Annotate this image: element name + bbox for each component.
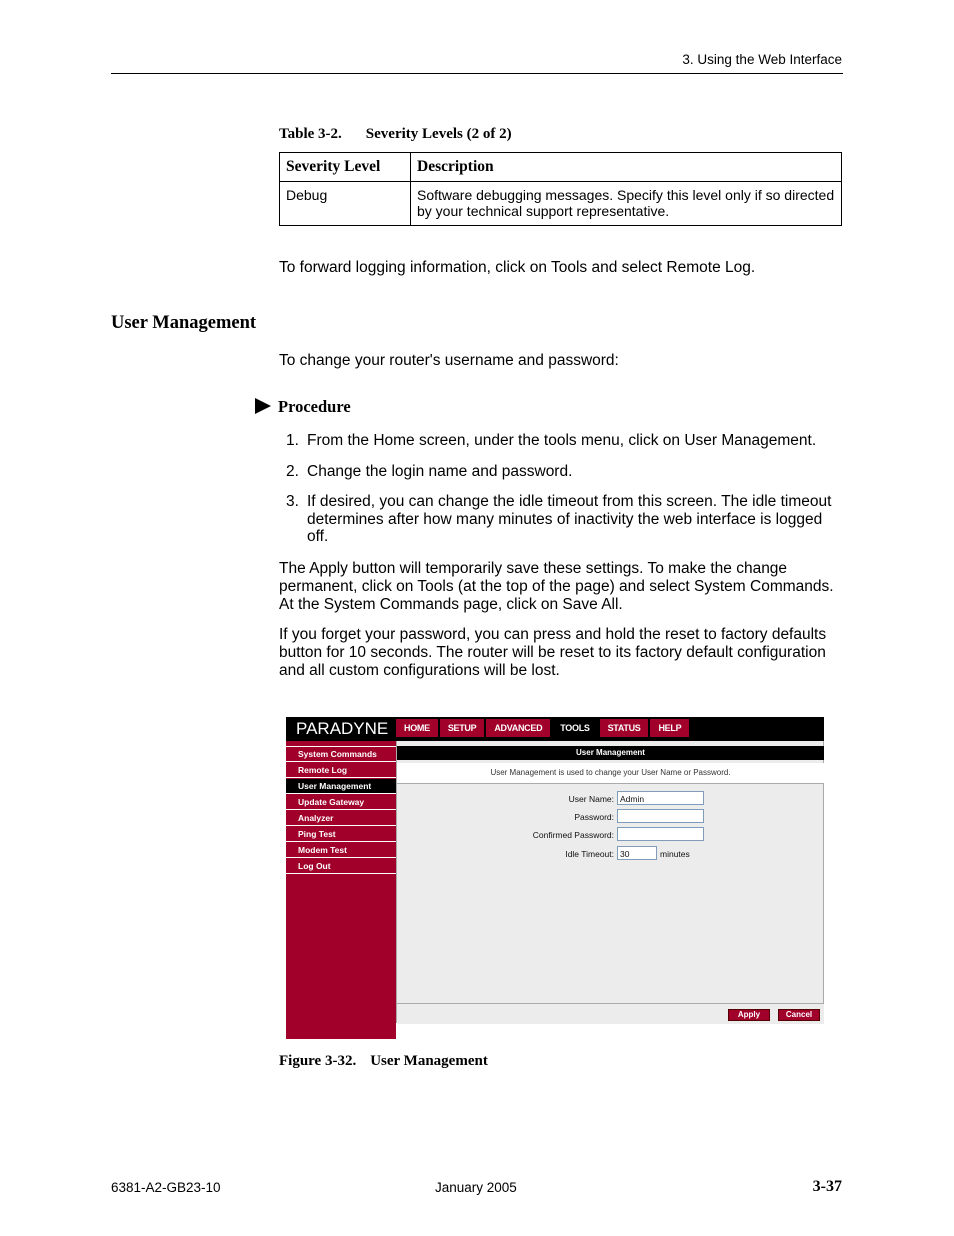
- button-bar: [397, 1003, 824, 1024]
- figure-caption: [279, 1053, 488, 1070]
- idle-timeout-input[interactable]: 30: [617, 846, 657, 860]
- tab-status[interactable]: STATUS: [600, 719, 649, 737]
- step-number: 3.: [286, 493, 299, 510]
- figure-caption-number: Figure 3-32.: [279, 1053, 357, 1069]
- section-heading: User Management: [111, 313, 257, 333]
- sidebar-item-remote-log[interactable]: Remote Log: [286, 763, 396, 778]
- paradyne-logo: PARADYNE: [296, 719, 389, 738]
- idle-timeout-label: Idle Timeout:: [565, 849, 614, 859]
- figure-caption-title: User Management: [370, 1053, 488, 1069]
- footer-doc-id: 6381-A2-GB23-10: [111, 1180, 221, 1195]
- table-caption: [279, 126, 512, 143]
- severity-table: [279, 152, 842, 226]
- sidebar-item-log-out[interactable]: Log Out: [286, 859, 396, 874]
- apply-button[interactable]: Apply: [728, 1009, 770, 1021]
- tab-home[interactable]: HOME: [396, 719, 438, 737]
- sidebar-item-ping-test[interactable]: Ping Test: [286, 827, 396, 842]
- list-item: [286, 432, 842, 450]
- table-header-row: [280, 153, 842, 182]
- table-cell: Debug: [280, 182, 411, 226]
- sidebar-item-modem-test[interactable]: Modem Test: [286, 843, 396, 858]
- confirmed-password-input[interactable]: [617, 827, 704, 841]
- step-text: From the Home screen, under the tools menu, click on User Management.: [307, 432, 817, 449]
- page-title: User Management: [397, 746, 824, 760]
- section-intro: To change your router's username and password:: [279, 352, 619, 369]
- password-label: Password:: [574, 812, 614, 822]
- page-description: User Management is used to change your User Name or Password.: [397, 763, 824, 784]
- sidebar-item-update-gateway[interactable]: Update Gateway: [286, 795, 396, 810]
- step-text: If desired, you can change the idle timeout from this screen. The idle timeout determines after how many minutes of inactivity the web interface is logged off.: [307, 493, 832, 545]
- user-name-label: User Name:: [568, 794, 614, 804]
- tab-help[interactable]: HELP: [650, 719, 689, 737]
- sidebar-item-analyzer[interactable]: Analyzer: [286, 811, 396, 826]
- running-header: 3. Using the Web Interface: [682, 52, 842, 67]
- procedure-heading: [255, 397, 351, 417]
- tab-setup[interactable]: SETUP: [440, 719, 485, 737]
- reset-paragraph: If you forget your password, you can press and hold the reset to factory defaults button for 10 seconds. The router will be reset to its factory default configuration and all custom configurations will be lost.: [279, 626, 827, 679]
- step-text: Change the login name and password.: [307, 462, 573, 480]
- table-caption-title: Severity Levels (2 of 2): [365, 126, 512, 142]
- tab-advanced[interactable]: ADVANCED: [486, 719, 550, 737]
- table-row: [280, 182, 842, 226]
- idle-timeout-unit: minutes: [660, 849, 690, 859]
- user-management-screenshot: [286, 717, 824, 1039]
- table-cell: Software debugging messages. Specify this level only if so directed by your technical support representative.: [411, 182, 842, 226]
- table-header-cell: Description: [411, 153, 842, 182]
- procedure-steps: [286, 432, 842, 559]
- sidebar-item-system-commands[interactable]: System Commands: [286, 747, 396, 762]
- table-caption-number: Table 3-2.: [279, 126, 342, 142]
- procedure-arrow-icon: [255, 398, 271, 414]
- step-number: 1.: [286, 432, 299, 449]
- tools-sidebar: [286, 741, 396, 1039]
- list-item: [286, 493, 842, 546]
- top-nav-bar: [286, 717, 824, 741]
- confirmed-password-label: Confirmed Password:: [532, 830, 614, 840]
- user-name-input[interactable]: Admin: [617, 791, 704, 805]
- page-number: 3-37: [812, 1178, 842, 1195]
- procedure-label: Procedure: [278, 397, 351, 416]
- tab-tools[interactable]: TOOLS: [552, 719, 597, 737]
- cancel-button[interactable]: Cancel: [778, 1009, 820, 1021]
- table-header-cell: Severity Level: [280, 153, 411, 182]
- step-number: 2.: [286, 462, 299, 480]
- apply-paragraph: The Apply button will temporarily save these settings. To make the change permanent, click on Tools (at the top of the page) and select System Commands. At the System Commands page, click on Save All.: [279, 560, 834, 613]
- footer-date: January 2005: [435, 1180, 517, 1195]
- content-panel: [396, 741, 824, 1023]
- header-rule: [111, 73, 843, 74]
- sidebar-item-user-management[interactable]: User Management: [286, 779, 396, 794]
- forward-paragraph: To forward logging information, click on Tools and select Remote Log.: [279, 259, 756, 276]
- nav-tabs: [396, 719, 691, 737]
- password-input[interactable]: [617, 809, 704, 823]
- list-item: [286, 463, 842, 481]
